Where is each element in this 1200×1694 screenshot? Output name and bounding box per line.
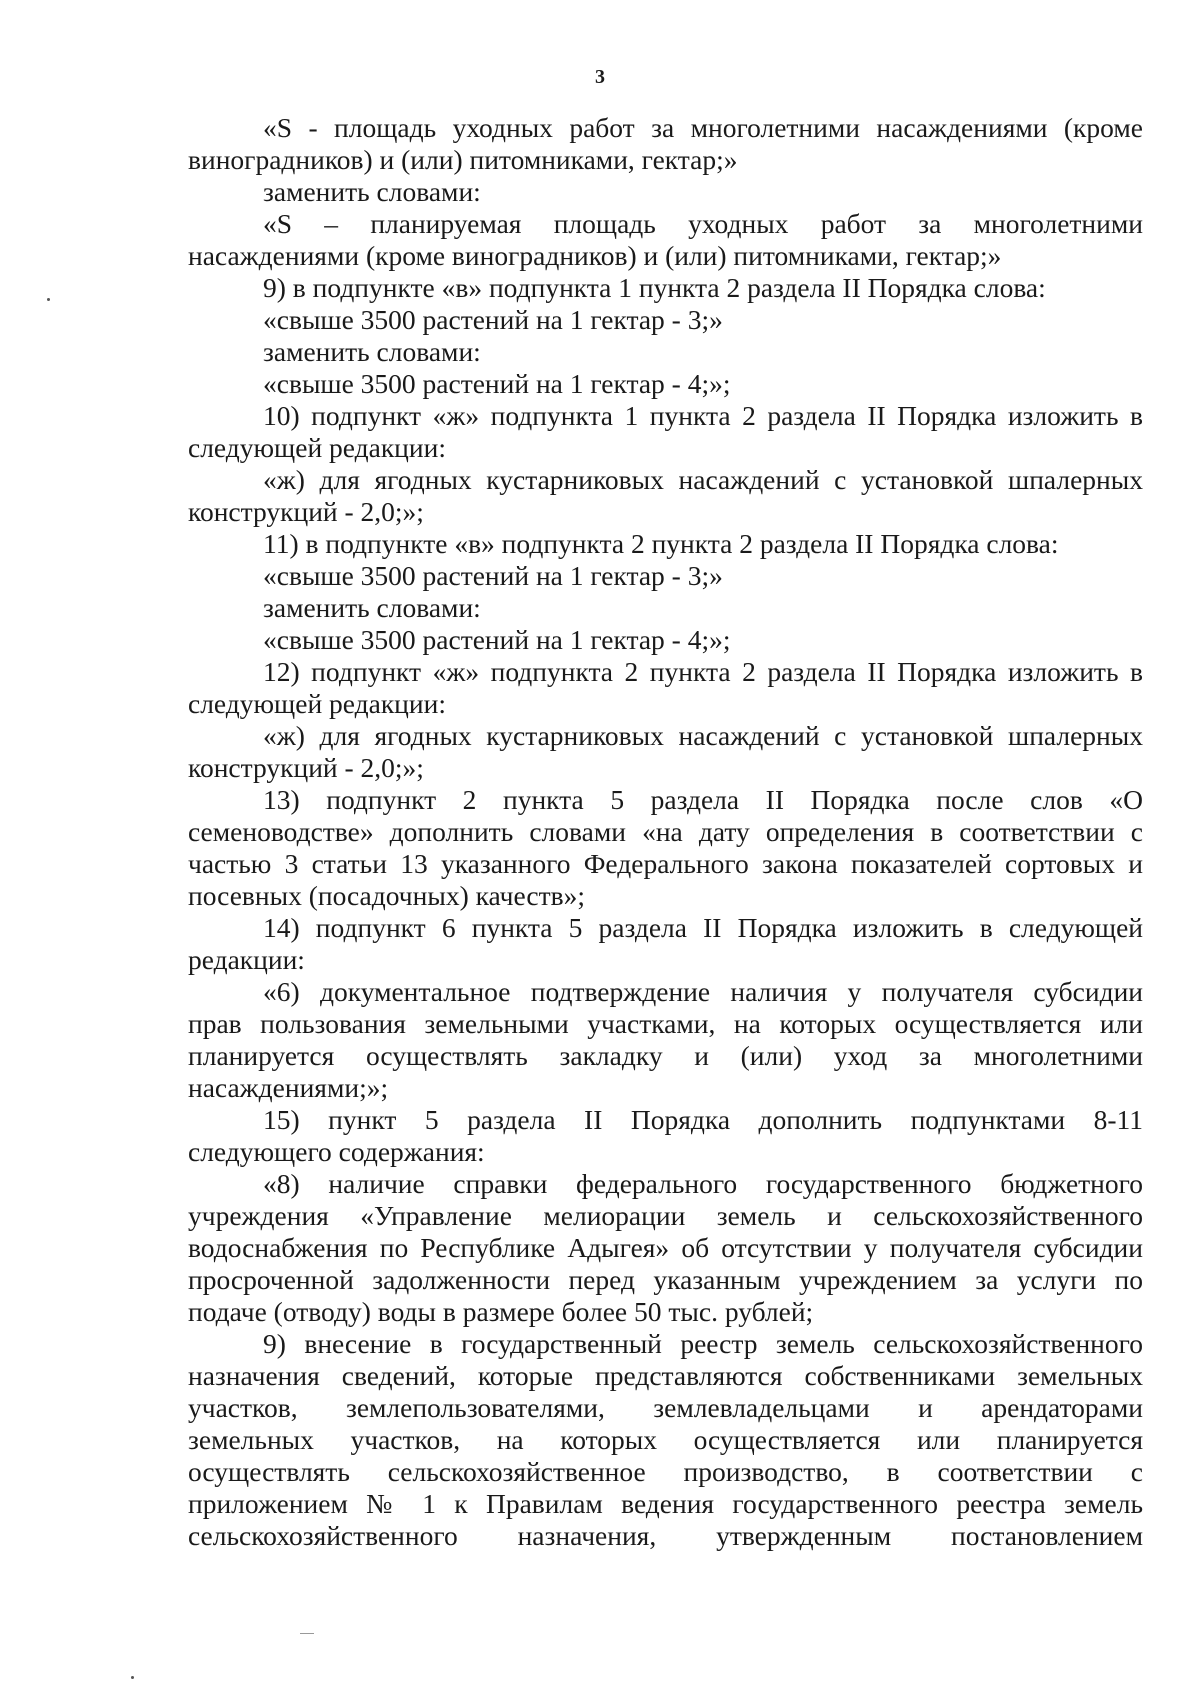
text-line: 15) пункт 5 раздела II Порядка дополнить подпунктами 8-11 (263, 1104, 1143, 1135)
text-line: конструкций - 2,0;»; (188, 752, 424, 783)
text-line: водоснабжения по Республике Адыгея» об отсутствии у получателя субсидии (188, 1232, 1143, 1263)
text-line: просроченной задолженности перед указанным учреждением за услуги по (188, 1264, 1143, 1295)
page-number: 3 (595, 66, 605, 88)
text-line: заменить словами: (263, 592, 481, 623)
text-line: учреждения «Управление мелиорации земель и сельскохозяйственного (188, 1200, 1143, 1231)
text-line: заменить словами: (263, 336, 481, 367)
text-line: «8) наличие справки федерального государственного бюджетного (263, 1168, 1143, 1199)
text-line: насаждениями;»; (188, 1072, 389, 1103)
document-body (188, 112, 1143, 1552)
text-line: «S - площадь уходных работ за многолетними насаждениями (кроме (263, 112, 1143, 143)
text-line: насаждениями (кроме виноградников) и (или) питомниками, гектар;» (188, 240, 1002, 271)
text-line: «свыше 3500 растений на 1 гектар - 4;»; (263, 624, 731, 655)
text-line: назначения сведений, которые представляются собственниками земельных (188, 1360, 1143, 1391)
text-line: 12) подпункт «ж» подпункта 2 пункта 2 раздела II Порядка изложить в (263, 656, 1143, 687)
text-line: следующего содержания: (188, 1136, 485, 1167)
text-line: следующей редакции: (188, 432, 446, 463)
text-line: прав пользования земельными участками, на которых осуществляется или (188, 1008, 1143, 1039)
scan-speck (47, 298, 50, 301)
scan-speck (300, 1633, 314, 1634)
text-line: 11) в подпункте «в» подпункта 2 пункта 2 раздела II Порядка слова: (263, 528, 1059, 559)
text-line: виноградников) и (или) питомниками, гектар;» (188, 144, 738, 175)
text-line: «ж) для ягодных кустарниковых насаждений с установкой шпалерных (263, 720, 1143, 751)
text-line: «6) документальное подтверждение наличия у получателя субсидии (263, 976, 1143, 1007)
text-line: 14) подпункт 6 пункта 5 раздела II Порядка изложить в следующей (263, 912, 1143, 943)
text-line: земельных участков, на которых осуществляется или планируется (188, 1424, 1143, 1455)
text-line: «свыше 3500 растений на 1 гектар - 4;»; (263, 368, 731, 399)
text-line: 9) в подпункте «в» подпункта 1 пункта 2 раздела II Порядка слова: (263, 272, 1046, 303)
text-line: 13) подпункт 2 пункта 5 раздела II Порядка после слов «О (263, 784, 1143, 815)
text-line: редакции: (188, 944, 305, 975)
text-line: частью 3 статьи 13 указанного Федерального закона показателей сортовых и (188, 848, 1143, 879)
text-line: конструкций - 2,0;»; (188, 496, 424, 527)
text-line: заменить словами: (263, 176, 481, 207)
scan-speck (131, 1676, 134, 1679)
text-line: следующей редакции: (188, 688, 446, 719)
text-line: «свыше 3500 растений на 1 гектар - 3;» (263, 560, 723, 591)
text-line: сельскохозяйственного назначения, утвержденным постановлением (188, 1520, 1143, 1551)
text-line: «S – планируемая площадь уходных работ за многолетними (263, 208, 1143, 239)
text-line: подаче (отводу) воды в размере более 50 тыс. рублей; (188, 1296, 814, 1327)
text-line: «ж) для ягодных кустарниковых насаждений с установкой шпалерных (263, 464, 1143, 495)
text-line: семеноводстве» дополнить словами «на дату определения в соответствии с (188, 816, 1143, 847)
text-line: осуществлять сельскохозяйственное производство, в соответствии с (188, 1456, 1143, 1487)
text-line: планируется осуществлять закладку и (или) уход за многолетними (188, 1040, 1143, 1071)
text-line: участков, землепользователями, землевладельцами и арендаторами (188, 1392, 1143, 1423)
text-line: 10) подпункт «ж» подпункта 1 пункта 2 раздела II Порядка изложить в (263, 400, 1143, 431)
text-line: «свыше 3500 растений на 1 гектар - 3;» (263, 304, 723, 335)
text-line: посевных (посадочных) качеств»; (188, 880, 585, 911)
text-line: 9) внесение в государственный реестр земель сельскохозяйственного (263, 1328, 1143, 1359)
text-line: приложением № 1 к Правилам ведения государственного реестра земель (188, 1488, 1143, 1519)
